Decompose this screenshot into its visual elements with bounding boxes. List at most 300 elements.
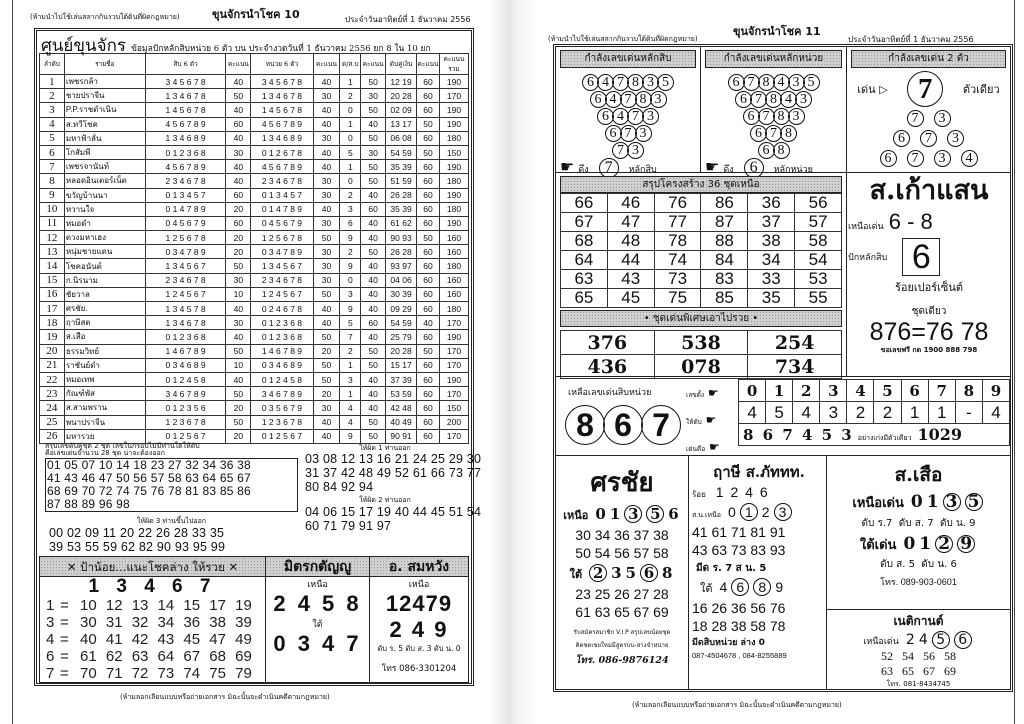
circled-digit: 7 (627, 108, 644, 125)
structure-cell: 43 (607, 270, 654, 289)
kaosaen-single-label: ชุดเดียว (911, 306, 947, 317)
suea-upper-label: เหนือเด่น (852, 496, 904, 511)
table-row (40, 89, 469, 103)
value-cell: 1 2 5 6 7 8 (251, 231, 313, 245)
structure-cell: 47 (607, 213, 654, 232)
hit2-label: ให้ผิด 2 ท่านออก (359, 496, 411, 504)
sornchai-lower-circled-digit: 6 (640, 564, 658, 582)
value-cell: 14 (40, 259, 65, 273)
suea-upper-circled-digit: 3 (943, 493, 961, 511)
circled-digit: 3 (934, 150, 951, 167)
circled-digit: 8 (773, 142, 790, 159)
value-cell: 50 (361, 344, 386, 358)
value-cell: 2 3 4 6 7 8 (145, 174, 226, 188)
remain-title: เหลือเลขเด่นสิบหน่วย (568, 388, 652, 398)
value-cell: 20 (226, 401, 251, 415)
value-cell: 30 (313, 259, 340, 273)
value-cell: 9 (340, 302, 361, 316)
value-cell: 2 (340, 188, 361, 202)
somwang-title: อ. สมหวัง (370, 557, 468, 577)
pull-position: หลักสิบ (628, 165, 657, 175)
value-cell: 90 91 (386, 429, 417, 443)
remain-label (686, 381, 720, 408)
sornchai-lower-digit: 5 (625, 564, 636, 582)
circle-row (556, 122, 700, 139)
circle-row (701, 122, 846, 139)
value-cell: 1 (901, 402, 928, 424)
digits-row (739, 380, 1010, 402)
table-row (40, 330, 469, 344)
number-line: 68 69 70 72 74 75 76 78 81 83 85 86 (47, 484, 251, 498)
structure-cell: 63 (561, 270, 608, 289)
circled-digit: 6 (605, 125, 622, 142)
ruesi-phone: 087-4504678 , 084-8255889 (692, 651, 787, 660)
name-cell: ธรรมวิทย์ (64, 344, 145, 358)
value-cell: 1 2 4 5 6 7 (145, 287, 226, 301)
value-cell: 40 (361, 330, 386, 344)
value-cell: 1 4 5 6 7 8 (251, 103, 313, 117)
table-row (40, 202, 469, 216)
table-row (40, 302, 469, 316)
suea-upper-line (827, 492, 1010, 513)
value-cell: 170 (439, 344, 468, 358)
value-cell: 16 (40, 287, 65, 301)
netikan-upper-digit: 4 (918, 632, 928, 648)
sornchai-promo: รับสมัครสมาชิก V.I.P สรุปเลขน้อยชุด (573, 629, 671, 636)
value-cell: 1 3 4 6 8 9 (145, 131, 226, 145)
left-main-frame (34, 28, 482, 686)
name-cell: ส.ทวีโชค (64, 117, 145, 131)
value-cell: 24 (40, 401, 65, 415)
sornchai-phone: โทร. 086-9876124 (575, 655, 669, 666)
circle-row (847, 147, 1010, 167)
strength-row (556, 47, 1010, 176)
pointing-hand-icon: ☛ (705, 157, 720, 176)
netikan-number-row: 52 54 56 58 (881, 649, 956, 663)
value-cell: 160 (439, 245, 468, 259)
bottom-predictions (556, 456, 1010, 689)
value-cell: 60 (226, 216, 251, 230)
structure-cell: 74 (654, 251, 701, 270)
circled-digit: 8 (635, 91, 652, 108)
best-cell (739, 424, 1010, 446)
value-cell: 30 (313, 216, 340, 230)
sornchai-box (556, 456, 689, 689)
suea-lower-circled-digit: 9 (957, 535, 975, 553)
circled-digit: 7 (907, 150, 924, 167)
value-cell: 12 (40, 231, 65, 245)
name-cell: มหาฟ้าลั่น (64, 131, 145, 145)
panoi-numbers: 30 31 32 34 36 38 39 (80, 614, 252, 631)
value-cell: 50 (417, 344, 440, 358)
value-cell: 5 (340, 145, 361, 159)
value-cell: 0 1 2 5 6 7 (145, 429, 226, 443)
value-cell: 02 09 (386, 103, 417, 117)
name-cell: ขวัญบ้านนา (64, 188, 145, 202)
main-digit: 7 (907, 71, 943, 107)
ruesi-lower-digit: 4 (719, 579, 728, 595)
undisputed-pairs-box (45, 458, 298, 512)
suea-upper-digit: 1 (926, 492, 939, 512)
column-header: คะแนน (417, 54, 440, 75)
value-cell: 150 (439, 401, 468, 415)
panoi-key: 6 (46, 648, 55, 665)
value-cell: 23 (40, 387, 65, 401)
circled-digit: 5 (803, 74, 820, 91)
value-cell: 60 (417, 372, 440, 386)
value-cell: 0 1 2 4 5 8 (251, 372, 313, 386)
digit-cell: 0 (739, 380, 766, 402)
value-cell: 20 28 (386, 344, 417, 358)
ruesi-tens-circled-digit: 1 (740, 503, 758, 521)
value-cell: 0 (340, 103, 361, 117)
value-cell: 0 3 4 6 8 9 (145, 358, 226, 372)
box-title: กำลังเลขเด่นหลักสิบ (560, 50, 696, 68)
netikan-upper-circled-digit: 5 (932, 631, 950, 649)
hit3-label: ให้ผิด 3 ท่านขึ้นไปออก (136, 517, 207, 525)
pull-label: ดึง (723, 165, 734, 175)
pointing-hand-icon: ☛ (705, 440, 720, 454)
best-number: 1029 (917, 424, 963, 444)
value-cell: 61 62 (386, 216, 417, 230)
value-cell: 40 (313, 302, 340, 316)
value-cell: 13 (40, 245, 65, 259)
ruesi-lower-circled-digit: 8 (753, 578, 771, 596)
value-cell: 20 (313, 344, 340, 358)
name-cell: ดวงมหาเฮง (64, 231, 145, 245)
circled-digit: 6 (582, 74, 599, 91)
panoi-key: 7 (46, 665, 55, 682)
value-cell: 1 2 5 6 7 8 (145, 231, 226, 245)
value-cell: 40 (361, 117, 386, 131)
value-cell: 40 (226, 302, 251, 316)
value-cell: 40 (361, 302, 386, 316)
value-cell: 170 (439, 429, 468, 443)
value-cell: 1 3 4 6 7 8 (145, 316, 226, 330)
number-line: 39 53 55 59 62 82 90 93 95 99 (49, 540, 226, 554)
kaosaen-title: ส.เก้าแสน (869, 175, 989, 206)
value-cell: 26 28 (386, 245, 417, 259)
circled-digit: 7 (907, 110, 924, 127)
ruesi-title: ฤาษี ส.ภัททท. (713, 463, 805, 481)
structure-cell: 45 (607, 289, 654, 308)
value-cell: 15 (40, 273, 65, 287)
value-cell: 1 3 4 6 8 9 (251, 131, 313, 145)
structure-row (561, 232, 842, 251)
name-cell: โชคอนันต์ (64, 259, 145, 273)
structure-row (561, 194, 842, 213)
circled-digit: 7 (758, 108, 775, 125)
name-cell: ชัยวาล (64, 287, 145, 301)
column-header: รายชื่อ (64, 54, 145, 75)
value-cell: 180 (439, 174, 468, 188)
value-cell: 8 (40, 174, 65, 188)
circle-row (847, 107, 1010, 127)
value-cell: 40 (226, 372, 251, 386)
ruesi-tens-circled-digit: 3 (774, 503, 792, 521)
digit-cell: 8 (955, 380, 982, 402)
suea-lower-circled-digit: 2 (935, 535, 953, 553)
somwang-upper: 12479 (385, 591, 453, 616)
value-cell: 180 (439, 202, 468, 216)
value-cell: 190 (439, 103, 468, 117)
structure-cell: 38 (748, 232, 795, 251)
sornchai-lower-digit: 8 (661, 564, 673, 582)
value-cell: 1 (40, 75, 65, 89)
value-cell: 2 3 4 6 7 8 (251, 174, 313, 188)
panoi-row (46, 648, 265, 665)
table-row (40, 344, 469, 358)
circled-digit: 3 (947, 130, 964, 147)
structure-row (561, 251, 842, 270)
value-cell: 60 (417, 75, 440, 89)
ruesi-number-row: 18 28 38 58 78 (692, 618, 786, 634)
value-cell: 60 (417, 131, 440, 145)
value-cell: 93 97 (386, 259, 417, 273)
value-cell: 26 28 (386, 188, 417, 202)
digit-cell: 5 (874, 380, 901, 402)
value-cell: 190 (439, 117, 468, 131)
value-cell: 1 3 4 6 7 8 (251, 89, 313, 103)
summary-section (39, 441, 482, 561)
value-cell: 40 (313, 117, 340, 131)
panoi-numbers: 40 41 42 43 45 47 49 (80, 631, 252, 648)
value-cell: 2 (40, 89, 65, 103)
digit-cell: 4 (847, 380, 874, 402)
summary-intro-1: สรุปเลขดับคู่ชุด 2 ชุด เลขในกรอบไม่มีท่านใดให้ดับ (45, 442, 200, 450)
value-cell: 2 (340, 245, 361, 259)
value-cell: 4 (340, 415, 361, 429)
sornchai-upper-line (556, 505, 688, 524)
value-cell: 150 (439, 145, 468, 159)
right-date: ประจำวันอาทิตย์ที่ 1 ธันวาคม 2556 (848, 35, 974, 44)
value-cell: 54 59 (386, 316, 417, 330)
value-cell: 9 (40, 188, 65, 202)
sornchai-promo: ติดชดเชยใหม่มีสูตรบน-ล่างจำหน่าย (575, 642, 669, 649)
structure-cell: 85 (701, 289, 748, 308)
structure-cell: 36 (748, 194, 795, 213)
value-cell: 3 (820, 402, 847, 424)
special-cell: 734 (748, 355, 842, 379)
circle-row (701, 88, 846, 105)
sornchai-lower-label: ใต้ (569, 568, 583, 581)
column-header: คะแนนรวม (439, 54, 468, 75)
panoi-row (46, 614, 265, 631)
value-cell: 50 (313, 372, 340, 386)
value-cell: 35 39 (386, 160, 417, 174)
circled-digit: 3 (642, 74, 659, 91)
value-cell: 2 (874, 402, 901, 424)
equals: = (60, 648, 69, 665)
suea-lower-line (827, 534, 1010, 555)
column-header: คะแนน (361, 54, 386, 75)
somwang-lower: 2 4 9 (389, 617, 449, 642)
number-line: 60 71 79 91 97 (305, 519, 392, 533)
value-cell: 3 (40, 103, 65, 117)
special-cell: 254 (748, 331, 842, 355)
sornchai-upper-digit: 0 (595, 505, 606, 523)
value-cell: 0 1 4 7 8 9 (145, 202, 226, 216)
value-cell: 160 (439, 287, 468, 301)
netikan-box (827, 612, 1010, 690)
suea-lower-digit: 1 (919, 534, 932, 554)
structure-cell: 48 (607, 232, 654, 251)
value-cell: 50 (361, 75, 386, 89)
ruesi-dead: มีด ร. 7 ส น. 5 (696, 563, 767, 574)
column-header: คะแนน (313, 54, 340, 75)
value-cell: 4 (340, 401, 361, 415)
somwang-upper-label: เหนือ (408, 580, 430, 590)
kaosaen-percent: ร้อยเปอร์เซ็นต์ (894, 281, 964, 294)
value-cell: 50 (313, 231, 340, 245)
value-cell: 40 (226, 75, 251, 89)
value-cell: 20 (40, 344, 65, 358)
structure-cell: 65 (561, 289, 608, 308)
sornchai-upper-digit: 6 (668, 505, 679, 523)
value-cell: 2 (340, 89, 361, 103)
number-line: 87 88 89 96 98 (47, 497, 130, 511)
value-cell: 1 2 3 6 7 8 (251, 415, 313, 429)
value-cell: 50 (361, 103, 386, 117)
value-cell: 1 (340, 160, 361, 174)
structure-cell: 73 (654, 270, 701, 289)
panoi-numbers: 61 62 63 64 67 68 69 (80, 648, 252, 665)
best-digits: 8 6 7 4 5 3 (743, 425, 852, 444)
value-cell: 1 (340, 387, 361, 401)
value-cell: 50 (361, 415, 386, 429)
value-cell: 0 3 4 7 8 9 (145, 245, 226, 259)
name-cell: หลอดอินเตอร์เน็ต (64, 174, 145, 188)
value-cell: 50 (313, 287, 340, 301)
structure-row (561, 289, 842, 308)
value-cell: 10 (226, 358, 251, 372)
value-cell: 12 19 (386, 75, 417, 89)
value-cell: 1 (340, 117, 361, 131)
value-cell: 40 (361, 387, 386, 401)
value-cell: 60 (417, 330, 440, 344)
value-cell: 170 (439, 387, 468, 401)
equals: = (60, 665, 69, 682)
value-cell: 5 (340, 316, 361, 330)
value-cell: 170 (439, 358, 468, 372)
value-cell: 4 (40, 117, 65, 131)
name-cell: หมอดำ (64, 216, 145, 230)
circled-digit: 3 (788, 74, 805, 91)
circled-digit: 3 (795, 91, 812, 108)
table-brand: ศูนย์ขุนจักร (41, 36, 126, 56)
value-cell: 0 (340, 174, 361, 188)
circled-digit: 7 (620, 91, 637, 108)
value-cell: 0 1 3 4 5 7 (251, 188, 313, 202)
structure-section (556, 173, 847, 376)
right-main-frame (553, 44, 1013, 692)
value-cell: 0 1 2 3 6 8 (145, 145, 226, 159)
value-cell: 30 (361, 145, 386, 159)
value-cell: 0 1 2 5 6 7 (251, 429, 313, 443)
circled-digit: 4 (961, 150, 978, 167)
panoi-key: 4 (46, 631, 55, 648)
sornchai-upper-circled-digit: 5 (646, 505, 664, 523)
circled-digit: 8 (773, 108, 790, 125)
table-row (40, 145, 469, 159)
structure-cell: 88 (701, 232, 748, 251)
special-title: • ชุดเด่นพิเศษเอาไปรวย • (560, 310, 842, 327)
value-cell: 160 (439, 231, 468, 245)
value-cell: 4 5 6 7 8 9 (251, 160, 313, 174)
circled-digit: 7 (920, 130, 937, 147)
value-cell: 7 (340, 330, 361, 344)
value-cell: 19 (40, 330, 65, 344)
circle-row (556, 105, 700, 122)
kaosaen-stake: 6 (902, 238, 940, 276)
suea-upper-ranks: ดับ ร.7 ดับ ส. 7 ดับ น. 9 (861, 518, 976, 529)
structure-row (561, 270, 842, 289)
ruesi-tens-line (692, 503, 826, 521)
panoi-row (46, 631, 265, 648)
suea-upper-circled-digit: 5 (965, 493, 983, 511)
value-cell: 60 (417, 89, 440, 103)
value-cell: 60 (417, 415, 440, 429)
value-cell: 160 (439, 273, 468, 287)
digit-cell: 3 (820, 380, 847, 402)
sornchai-lower-digit: 3 (611, 564, 622, 582)
sornchai-lower-line (556, 564, 688, 583)
value-cell: 50 (417, 117, 440, 131)
sornchai-number-row: 30 34 36 37 38 (575, 527, 669, 543)
value-cell: 3 4 6 7 8 9 (145, 387, 226, 401)
value-cell: 60 (226, 117, 251, 131)
value-cell: 9 (340, 231, 361, 245)
suea-lower-ranks: ดับ ส. 5 ดับ น. 6 (880, 559, 957, 570)
value-cell: 30 (313, 89, 340, 103)
name-cell: ศรชัย. (64, 302, 145, 316)
special-cell: 376 (561, 331, 655, 355)
hit1-label: ให้ผิด 1 ท่านออก (359, 444, 411, 452)
value-cell: 40 (313, 202, 340, 216)
value-cell: 1 4 5 6 7 8 (145, 103, 226, 117)
structure-cell: 56 (795, 194, 842, 213)
value-cell: 0 1 2 3 6 8 (145, 330, 226, 344)
circled-digit: 6 (893, 130, 910, 147)
ruesi-lower-digit: 9 (775, 579, 784, 595)
table-row (40, 131, 469, 145)
panoi-box (40, 557, 266, 682)
value-cell: 60 (417, 287, 440, 301)
netikan-number-row: 63 65 67 69 (881, 664, 956, 678)
name-cell: P.P.ราชดำเนิน (64, 103, 145, 117)
value-cell: 4 5 6 7 8 9 (145, 117, 226, 131)
hit3-numbers (49, 526, 225, 554)
value-cell: 40 (361, 401, 386, 415)
kaosaen-stake-label: ปักหลักสิบ (848, 253, 888, 263)
remain-label-text: เลขตั้ง (686, 391, 705, 399)
value-cell: 15 17 (386, 358, 417, 372)
mitr-lower-label: ใต้ (312, 620, 323, 630)
suea-upper-digit: 0 (910, 492, 923, 512)
equals: = (60, 614, 69, 631)
value-cell: 40 (226, 160, 251, 174)
circle-row (556, 88, 700, 105)
circled-digit: 7 (612, 74, 629, 91)
column-header: ด/ส.บ (340, 54, 361, 75)
value-cell: 1 4 6 7 8 9 (145, 344, 226, 358)
name-cell: โกสัมพี (64, 145, 145, 159)
bottom-boxes (39, 556, 469, 683)
value-cell: 40 (361, 287, 386, 301)
digit-cell: 9 (982, 380, 1009, 402)
pointing-hand-icon: ☛ (560, 157, 575, 176)
right-footer: (ห้ามลอกเลียนแบบหรือถ่ายเอกสาร มิฉะนั้นจะดำเนินคดีตามกฎหมาย) (632, 701, 842, 709)
